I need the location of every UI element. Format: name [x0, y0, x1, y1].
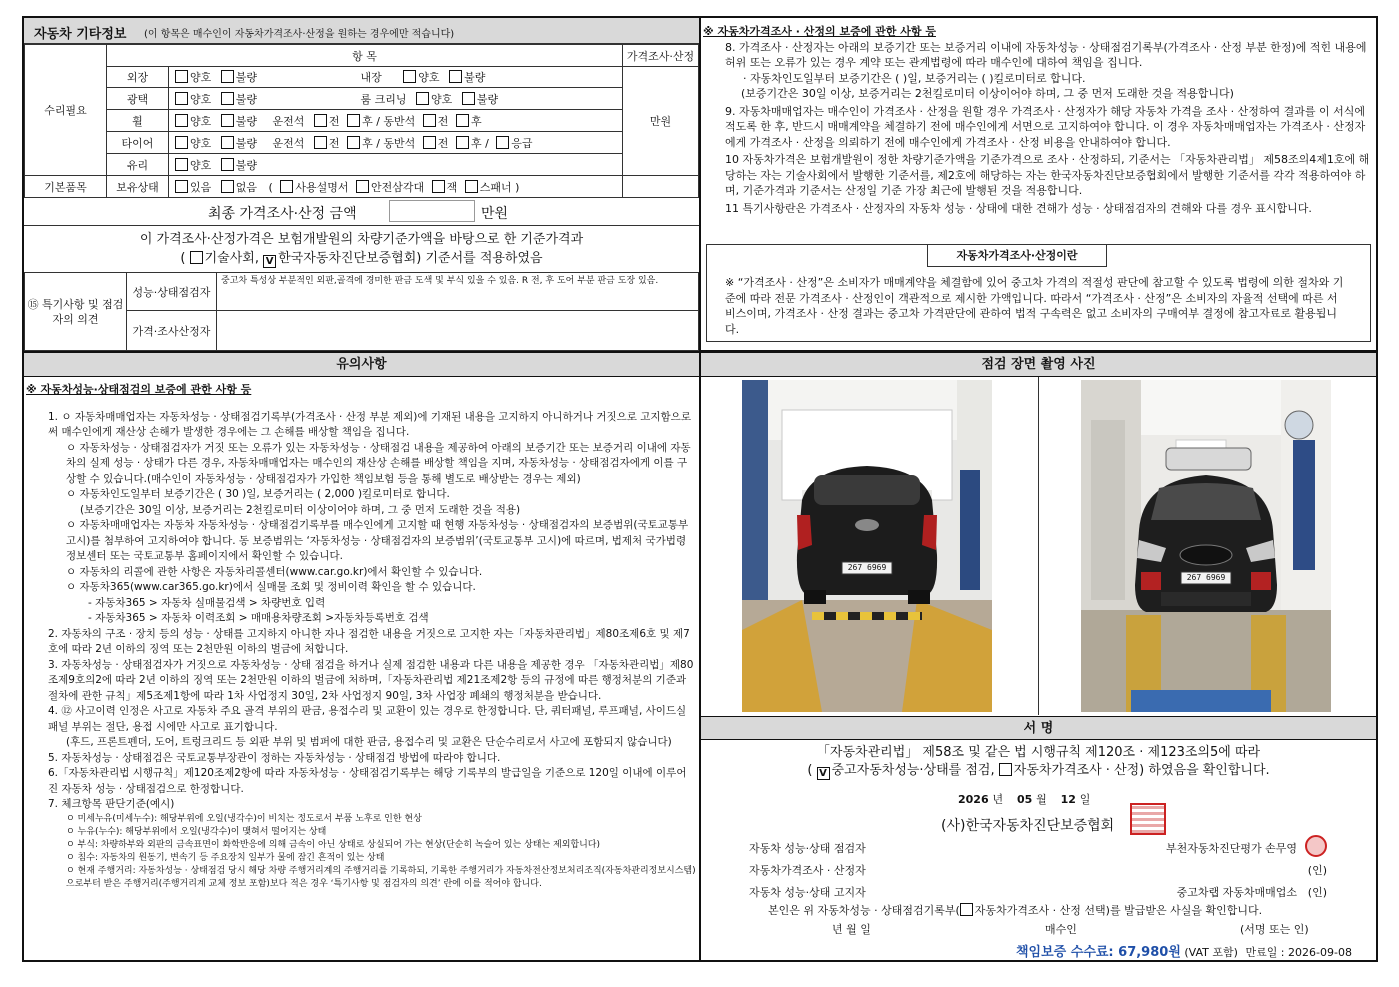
- price-def-title: 자동차가격조사·산정이란: [956, 249, 1078, 262]
- good-label: 양호: [190, 158, 212, 172]
- notice-item: 5. 자동차성능 · 상태점검은 국토교통부장관이 정하는 자동차성능 · 상태점검 방법에 따라야 합니다.: [48, 751, 501, 764]
- good-label: 양호: [190, 136, 212, 150]
- photo-divider: [1038, 377, 1039, 715]
- good-label: 양호: [431, 92, 453, 106]
- special-label-cell: [25, 273, 127, 351]
- front-label: 전: [437, 136, 449, 150]
- glass-options: [169, 154, 623, 176]
- final-price-input[interactable]: [389, 200, 475, 222]
- criteria-item: ㅇ 누유(누수): 해당부위에서 오일(냉각수)이 맺혀서 떨어지는 상태: [66, 826, 327, 837]
- buyer-sign-note: (서명 또는 인): [1240, 923, 1309, 936]
- sig-row-seal: (인): [1307, 886, 1327, 899]
- spanner-label: 스패너: [479, 180, 512, 194]
- wheel-label: [107, 110, 169, 132]
- wheel-good-checkbox[interactable]: [175, 114, 188, 127]
- basic-label: 기본품목: [44, 180, 87, 194]
- expiry-date: 만료일 : 2026-09-08: [1245, 946, 1352, 959]
- sig-row-inspector: [749, 840, 1329, 862]
- warranty-top-section: [703, 24, 1373, 216]
- wheel-text: 휠: [132, 114, 143, 128]
- basis-assoc: 한국자동차진단보증협회) 기준서를 적용하였음: [278, 251, 543, 266]
- exterior-text: 외장: [126, 71, 149, 84]
- none-label: 없음: [235, 180, 258, 194]
- polish-good-checkbox[interactable]: [175, 92, 188, 105]
- has-label: 있음: [190, 180, 212, 194]
- jack-label: 잭: [446, 180, 458, 194]
- misc-title: 자동차 기타정보: [34, 27, 127, 42]
- sig-year-unit: 년: [992, 793, 1004, 806]
- signature-confirm: [768, 902, 1262, 918]
- fee-note: (VAT 포함): [1184, 946, 1238, 959]
- notice-title-bar: [24, 352, 699, 377]
- misc-table: [24, 44, 699, 198]
- rear-label: 후: [362, 114, 373, 128]
- buyer-label: 매수인: [1045, 923, 1077, 936]
- basis-text: [24, 230, 699, 268]
- fee-label: 책임보증 수수료: 67,980원: [1016, 945, 1181, 960]
- notice-subtitle: ※ 자동차성능·상태점검의 보증에 관한 사항 등: [26, 383, 252, 396]
- notice-item: 7. 체크항목 판단기준(예시): [48, 798, 175, 810]
- holding-label: [107, 176, 169, 198]
- sig-row-seal: (인): [1307, 864, 1327, 877]
- confirm-text-a: 본인은 위 자동차성능 · 상태점검기록부(: [768, 904, 960, 917]
- triangle-checkbox[interactable]: [356, 180, 369, 193]
- notice-item: ㅇ 자동차의 리콜에 관한 사항은 자동차리콜센터(www.car.go.kr)에서 확인할 수 있습니다.: [66, 565, 483, 578]
- tire-pass-rear-checkbox[interactable]: [456, 136, 469, 149]
- basis-tech: 기술사회,: [204, 251, 259, 266]
- glass-label: [107, 154, 169, 176]
- price-def-text: ※ “가격조사 · 산정”은 소비자가 매매계약을 체결함에 있어 중고차 가격의 적절성 판단에 참고할 수 있도록 법령에 의한 절차와 기준에 따라 전문 가격조사 · 산정인이 객관적으로 제시한 가액입니다. 따라서 “가격조사 · 산정”은 소비자의 자율적 선택에 따른 서비스이며, 가격조사 · 산정 결과는 중고차 가격판단에 관하여 법적 구속력은 없고 소비자의 구매여부 결정에 참고자료로 활용됩니다.: [725, 276, 1344, 336]
- sig-row-label: 자동차가격조사 · 산정자: [749, 864, 866, 877]
- polish-label: [107, 88, 169, 110]
- warranty-item-9: 9. 자동차매매업자는 매수인이 가격조사 · 산정을 원할 경우 가격조사 · 산정자가 해당 자동차 가격을 조사 · 산정하여 결과를 이 서식에 적도록 한 후, 반드시 매매계약을 체결하기 전에 매수인에게 서면으로 고지하여야 합니다. 이 경우 자동차매매업자는 가격조사 · 산정자에게 가격조사 · 산정을 의뢰하기 전에 매수인에게 가격조사 · 산정 비용을 안내하여야 합니다.: [725, 104, 1366, 149]
- special-table: [24, 272, 699, 351]
- holding-text: 보유상태: [116, 180, 159, 194]
- sig-day: 12: [1060, 793, 1076, 806]
- confirm-text-b: 자동차가격조사 · 산정 선택)를 발급받은 사실을 확인합니다.: [974, 904, 1263, 917]
- signature-title: 서 명: [1023, 721, 1054, 736]
- bad-label: 불량: [476, 92, 499, 106]
- signature-section: [701, 744, 1376, 780]
- sig-row-value: 부천자동차진단평가 손무영: [1165, 842, 1297, 855]
- passenger-label: 동반석: [383, 136, 416, 150]
- confirm-price-checkbox[interactable]: [960, 903, 973, 916]
- wheel-driver-front-checkbox[interactable]: [314, 114, 327, 127]
- good-label: 양호: [190, 92, 212, 106]
- final-price-unit: 만원: [481, 206, 509, 222]
- bad-label: 불량: [235, 71, 258, 84]
- perf-check-checkbox-checked[interactable]: V: [817, 767, 830, 780]
- bad-label: 불량: [235, 158, 258, 172]
- room-bad-checkbox[interactable]: [462, 92, 475, 105]
- sig-price-text: 자동차가격조사 · 산정) 하였음을 확인합니다.: [1013, 763, 1270, 778]
- notice-item: (보증기간은 30일 이상, 보증거리는 2천킬로미터 이상이어야 하며, 그 중 먼저 도래한 것을 적용): [80, 503, 521, 516]
- sig-row-price: [749, 862, 1329, 884]
- criteria-item: ㅇ 침수: 자동차의 원동기, 변속기 등 주요장치 일부가 물에 잠긴 흔적이 있는 상태: [66, 852, 385, 863]
- warranty-item-8b: (보증기간은 30일 이상, 보증거리는 2천킬로미터 이상이어야 하며, 그 중 먼저 도래한 것을 적용합니다): [741, 87, 1234, 100]
- jack-checkbox[interactable]: [432, 180, 445, 193]
- notice-item: 4. ⑫ 사고이력 인정은 사고로 자동차 주요 골격 부위의 판금, 용접수리 및 교환이 있는 경우로 한정합니다. 단, 쿼터패널, 루프패널, 사이드실패널 부위는 절단, 용접 시에만 사고로 표기합니다.: [48, 705, 687, 733]
- header-items-cell: [107, 45, 623, 67]
- price-def-box: [706, 244, 1371, 342]
- notice-item: 1. ㅇ 자동차매매업자는 자동차성능 · 상태점검기록부(가격조사 · 산정 부분 제외)에 기재된 내용을 고지하지 아니하거나 거짓으로 고지함으로써 매수인에게 재산상 손해가 발생한 경우에는 그 손해를 배상할 책임을 집니다.: [48, 410, 691, 438]
- photos-title-bar: [701, 352, 1376, 377]
- wheel-bad-checkbox[interactable]: [221, 114, 234, 127]
- rear-label: 후: [470, 114, 482, 128]
- fee-row: [1016, 941, 1352, 960]
- none-checkbox[interactable]: [221, 180, 234, 193]
- warranty-item-11: 11 특기사항란은 가격조사 · 산정자의 자동차 성능 · 상태에 대한 견해가 성능 · 상태점검자의 견해와 다를 경우 표시합니다.: [725, 201, 1312, 215]
- sig-row-label: 자동차 성능·상태 점검자: [749, 842, 866, 855]
- sig-month: 05: [1016, 793, 1033, 806]
- rear-label: 후: [470, 136, 482, 150]
- sig-day-unit: 일: [1079, 793, 1091, 806]
- sig-month-unit: 월: [1036, 793, 1047, 806]
- exterior-options: [169, 67, 623, 88]
- column-divider: [699, 16, 701, 962]
- notice-item: 3. 자동차성능 · 상태점검자가 거짓으로 자동차성능 · 상태 점검을 하거나 실제 점검한 내용과 다른 내용을 제공한 경우 「자동차관리법」제80조제9호의2에 따라 2년 이하의 징역 또는 2천만원 이하의 벌금에 처하며,「자동차관리법 제21조제2항 등의 규정에 따른 행정처분의 기준과 절차에 관한 규칙」제5조제1항에 따라 1차 사업정지 30일, 2차 사업정지 90일, 3차 사업장 폐쇄의 행정처분을 받습니다.: [48, 658, 694, 702]
- triangle-label: 안전삼각대: [370, 180, 425, 194]
- spanner-checkbox[interactable]: [465, 180, 478, 193]
- room-cleaning-label: 룸 크리닝: [360, 92, 407, 106]
- price-inspector-cell: [127, 311, 217, 351]
- basis-paren: (: [180, 251, 186, 266]
- misc-title-note: (이 항목은 매수인이 자동차가격조사·산정을 원하는 경우에만 적습니다): [144, 29, 455, 40]
- repair-label-cell: [25, 45, 107, 176]
- photos-title: 점검 장면 촬영 사진: [981, 357, 1096, 372]
- signature-line1: 「자동차관리법」 제58조 및 같은 법 시행규칙 제120조 · 제123조의5에 따라: [816, 745, 1261, 760]
- sig-paren: (: [807, 763, 813, 778]
- warranty-item-8a: · 자동차인도일부터 보증기간은 ( )일, 보증거리는 ( )킬로미터로 합니다.: [743, 71, 1086, 85]
- exterior-bad-checkbox[interactable]: [221, 70, 234, 83]
- header-price-cell: [623, 45, 699, 67]
- org-seal-icon: [1130, 803, 1166, 835]
- front-label: 전: [328, 136, 340, 150]
- perf-label-cell: [127, 273, 217, 311]
- emergency-label: 응급: [511, 136, 533, 150]
- polish-text: 광택: [126, 92, 149, 106]
- glass-text: 유리: [126, 158, 149, 172]
- glass-good-checkbox[interactable]: [175, 158, 188, 171]
- criteria-item: ㅇ 미세누유(미세누수): 해당부위에 오일(냉각수)이 비치는 정도로서 부품 노후로 인한 현상: [66, 813, 422, 824]
- manual-label: 사용설명서: [295, 180, 349, 194]
- notice-section: [26, 382, 696, 891]
- passenger-label: 동반석: [383, 114, 416, 128]
- basis-line2: [24, 249, 699, 268]
- rear-label: 후: [362, 136, 373, 150]
- bad-label: 불량: [235, 114, 258, 128]
- inspection-photo-front: [1081, 380, 1331, 712]
- basis-tech-checkbox[interactable]: [190, 251, 203, 264]
- bad-label: 불량: [464, 71, 486, 84]
- bad-label: 불량: [235, 92, 258, 106]
- perf-opinion-cell: [217, 273, 699, 311]
- notice-item: ㅇ 자동차성능 · 상태점검자가 거짓 또는 오류가 있는 자동차성능 · 상태점검 내용을 제공하여 아래의 보증기간 또는 보증거리 이내에 자동차의 실제 성능 · 상태가 다른 경우, 자동차매매업자는 매수인의 재산상 손해를 배상할 책임을 지며, 자동차성능 · 상태점검자에게 이를 구상할 수 있습니다.(매수인이 자동차성능 · 상태점검자가 가입한 책임보험 등을 통해 별도로 배상받는 경우는 제외): [66, 441, 691, 485]
- tire-driver-front-checkbox[interactable]: [314, 136, 327, 149]
- polish-options: [169, 88, 623, 110]
- good-label: 양호: [418, 71, 440, 84]
- repair-label: 수리필요: [44, 104, 87, 117]
- perf-opinion: 중고차 특성상 부분적인 외판,골격에 경미한 판금 도색 및 부식 있을 수 있음. R 전, 후 도어 부분 판금 도장 있음.: [221, 276, 659, 286]
- holding-options: 있음 없음 ( 사용설명서 안전삼각대 잭 스패너 ): [169, 176, 623, 198]
- signature-org: (사)한국자동차진단보증협회: [941, 818, 1115, 834]
- header-items: 항 목: [352, 49, 377, 63]
- tire-label: [107, 132, 169, 154]
- tire-driver-rear-checkbox[interactable]: [347, 136, 360, 149]
- driver-seat-label: 운전석: [272, 136, 305, 150]
- notice-item: 2. 자동차의 구조 · 장치 등의 성능 · 상태를 고지하지 아니한 자나 점검한 내용을 거짓으로 고지한 자는「자동차관리법」제80조제6호 및 제7호에 따라 2년 이하의 징역 또는 2천만원 이하의 벌금에 처합니다.: [48, 627, 690, 655]
- tire-text: 타이어: [121, 136, 154, 150]
- warranty-top-title: ※ 자동차가격조사 · 산정의 보증에 관한 사항 등: [703, 25, 936, 38]
- signature-date: [958, 791, 1090, 807]
- room-good-checkbox[interactable]: [416, 92, 429, 105]
- driver-seat-label: 운전석: [272, 114, 305, 128]
- wheel-driver-rear-checkbox[interactable]: [347, 114, 360, 127]
- signature-rows: [749, 840, 1329, 906]
- holding-price-cell: [623, 176, 699, 198]
- final-price-label: 최종 가격조사·산정 금액: [208, 206, 357, 222]
- front-label: 전: [328, 114, 340, 128]
- notice-item: - 자동차365 > 자동차 이력조회 > 매매용차량조회 >자동차등록번호 검색: [88, 612, 429, 624]
- tire-bad-checkbox[interactable]: [221, 136, 234, 149]
- wheel-options: 양호 불량 운전석 전 후 / 동반석 전 후: [169, 110, 623, 132]
- manual-checkbox[interactable]: [280, 180, 293, 193]
- rear-plate-text: 267 6969: [847, 563, 887, 572]
- tire-good-checkbox[interactable]: [175, 136, 188, 149]
- inspection-photo-rear: [742, 380, 992, 712]
- wheel-pass-front-checkbox[interactable]: [423, 114, 436, 127]
- tire-pass-front-checkbox[interactable]: [423, 136, 436, 149]
- exterior-good-checkbox[interactable]: [175, 70, 188, 83]
- front-plate-text: 267 6969: [1186, 573, 1226, 582]
- car-front-image: [1081, 380, 1331, 712]
- sig-perf-text: 중고자동차성능·상태를 점검,: [831, 763, 995, 778]
- interior-bad-checkbox[interactable]: [449, 70, 462, 83]
- notice-item: ㅇ 자동차365(www.car365.go.kr)에서 실매물 조회 및 정비이력 확인을 할 수 있습니다.: [66, 581, 476, 593]
- price-def-title-box: [927, 245, 1107, 267]
- misc-title-bar: [24, 18, 699, 44]
- notice-list: [26, 410, 696, 813]
- good-label: 양호: [190, 71, 212, 84]
- buyer-date: 년 월 일: [832, 923, 871, 936]
- sig-row-value: 중고차랩 자동차매매업소: [1176, 886, 1297, 899]
- interior-label: 내장: [360, 71, 382, 84]
- criteria-item: ㅇ 부식: 차량하부와 외판의 금속표면이 화학반응에 의해 금속이 아닌 상태로 상실되어 가는 현상(단순히 녹슬어 있는 상태는 제외합니다): [66, 839, 601, 850]
- notice-item: - 자동차365 > 자동차 실매물검색 > 차량번호 입력: [88, 596, 326, 609]
- notice-title: 유의사항: [336, 357, 387, 372]
- polish-bad-checkbox[interactable]: [221, 92, 234, 105]
- price-inspector-opinion: [217, 311, 699, 351]
- notice-item: ㅇ 자동차매매업자는 자동차 자동차성능 · 상태점검기록부를 매수인에게 고지할 때 현행 자동차성능 · 상태점검자의 보증범위(국토교통부 고시)를 첨부하여 고지하여야 합니다. 동 보증범위는 ‘자동차성능 · 상태점검자의 보증범위’(국토교통부 고시)에 따르며, 법제처 국가법령정보센터 또는 국토교통부 홈페이지에서 확인할 수 있습니다.: [66, 519, 689, 562]
- exterior-label: [107, 67, 169, 88]
- criteria-item: ㅇ 현재 주행거리: 자동차성능 · 상태점검 당시 해당 차량 주행거리계의 주행거리를 기록하되, 기록한 주행거리가 자동차전산정보처리조직(자동차관리정보시스템)으로부터 받은 주행거리(주행거리계 교체 정보 포함)보다 적은 경우 ‘특기사항 및 점검자의 의견’ 란에 이를 적어야 합니다.: [66, 865, 696, 889]
- glass-bad-checkbox[interactable]: [221, 158, 234, 171]
- basis-assoc-checkbox-checked[interactable]: V: [263, 255, 276, 268]
- signature-title-bar: [701, 716, 1376, 740]
- signature-line2: [701, 762, 1376, 780]
- interior-good-checkbox[interactable]: [403, 70, 416, 83]
- perf-label: 성능·상태점검자: [132, 285, 211, 299]
- notice-item: (후드, 프론트펜더, 도어, 트렁크리드 등 외판 부위 및 범퍼에 대한 판금, 용접수리 및 교환은 단순수리로서 사고에 포함되지 않습니다): [66, 736, 672, 748]
- bad-label: 불량: [235, 136, 258, 150]
- special-label: ⑮ 특기사항 및 점검자의 의견: [27, 297, 124, 326]
- warranty-item-10: 10 자동차가격은 보험개발원이 정한 차량기준가액을 기준가격으로 조사 · 산정하되, 기준서는 「자동차관리법」 제58조의4제1호에 해당하는 자는 기술사회에서 발행한 기준서를, 제2호에 해당하는 자는 한국자동차진단보증협회에서 발행한 기준서를 각각 적용하여야 하며, 기준가격과 기준서는 산정일 기준 가장 최근에 발행된 것을 적용합니다.: [725, 153, 1370, 197]
- wheel-pass-rear-checkbox[interactable]: [456, 114, 469, 127]
- front-label: 전: [437, 114, 449, 128]
- price-cell: [623, 67, 699, 176]
- warranty-item-8: 8. 가격조사 · 산정자는 아래의 보증기간 또는 보증거리 이내에 자동차성능 · 상태점검기록부(가격조사 · 산정 부분 한정)에 적힌 내용에 허위 또는 오류가 있는 경우 계약 또는 관계법령에 따라 매수인에 대하여 책임을 집니다.: [725, 40, 1367, 69]
- header-price: 가격조사·산정: [626, 49, 695, 63]
- sig-year: 2026: [958, 793, 989, 806]
- price-unit: 만원: [649, 115, 672, 128]
- signature-buyer-row: [832, 921, 1372, 937]
- notice-item: ㅇ 자동차인도일부터 보증기간은 ( 30 )일, 보증거리는 ( 2,000 )킬로미터로 합니다.: [66, 488, 450, 500]
- basic-label-cell: [25, 176, 107, 198]
- tire-options: 양호 불량 운전석 전 후 / 동반석 전 후 / 응급: [169, 132, 623, 154]
- notice-item: 6.「자동차관리법 시행규칙」제120조제2항에 따라 자동차성능 · 상태점검기록부는 해당 기록부의 발급일을 기준으로 120일 이내에 이루어진 자동차 성능 · 상태점검으로 한정합니다.: [48, 767, 687, 795]
- price-inspector-label: 가격·조사산정자: [132, 324, 211, 338]
- inspector-seal-icon: [1305, 835, 1327, 857]
- sig-row-label: 자동차 성능·상태 고지자: [749, 886, 866, 899]
- tire-emergency-checkbox[interactable]: [496, 136, 509, 149]
- has-checkbox[interactable]: [175, 180, 188, 193]
- final-price-row: [24, 198, 699, 226]
- car-rear-image: [742, 380, 992, 712]
- good-label: 양호: [190, 114, 212, 128]
- price-check-checkbox[interactable]: [999, 763, 1012, 776]
- criteria-list: [26, 813, 696, 891]
- basis-line1: 이 가격조사·산정가격은 보험개발원의 차량기준가액을 바탕으로 한 기준가격과: [139, 232, 584, 247]
